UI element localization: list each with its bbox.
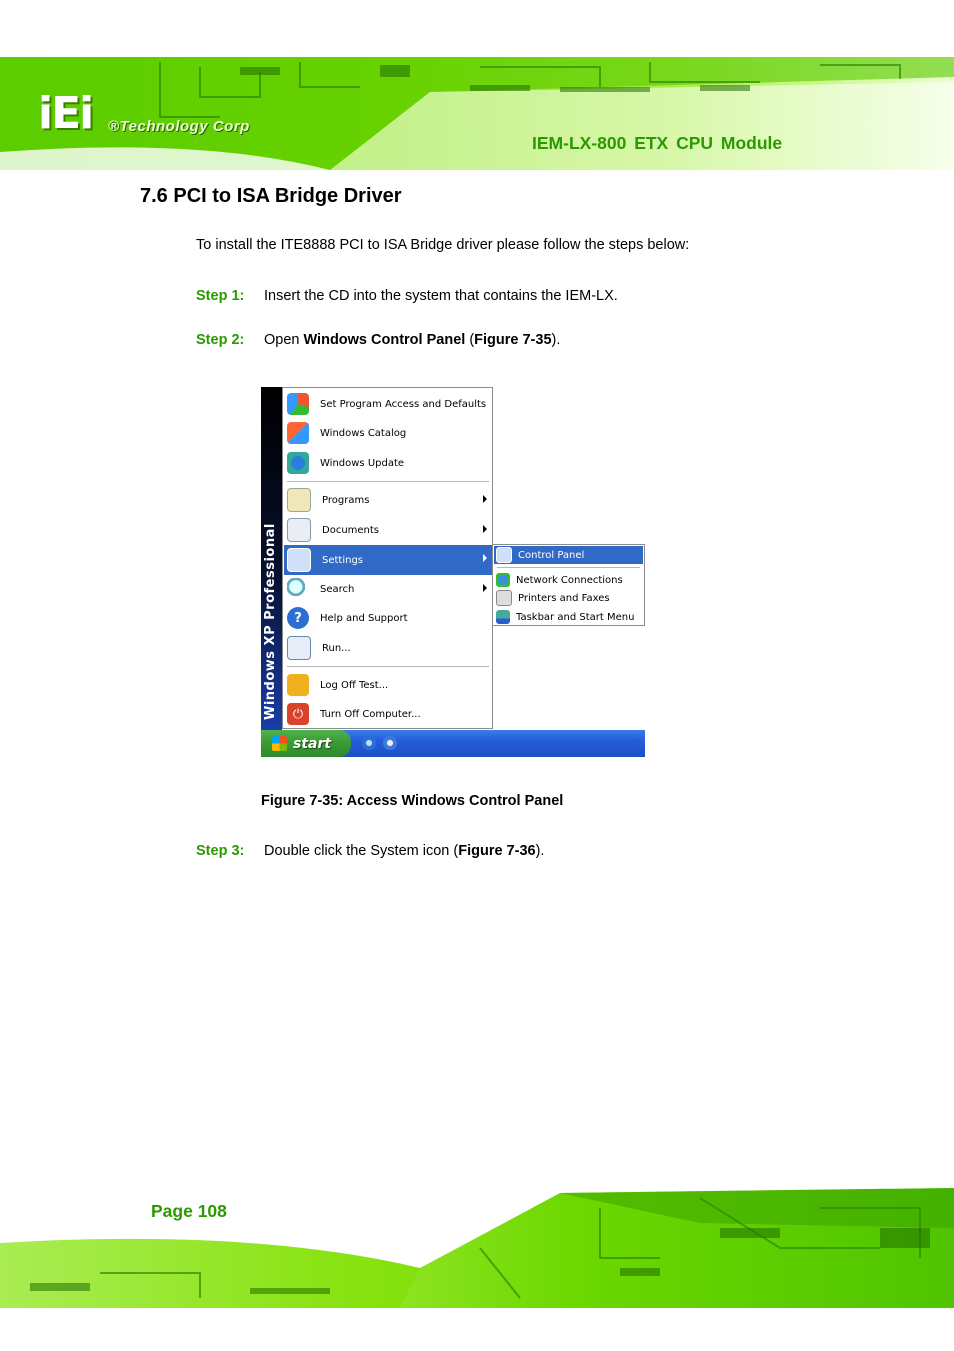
catalog-icon (287, 422, 309, 444)
submenu-item-printers-faxes[interactable] (494, 589, 643, 607)
start-menu-banner: Windows XP Professional (261, 387, 282, 730)
menu-item-label: Log Off Test... (320, 679, 389, 691)
run-icon (287, 636, 311, 660)
step-text: ). (551, 332, 561, 348)
menu-item-label: Programs (322, 494, 370, 506)
menu-item-documents[interactable] (284, 516, 492, 544)
step-1 (196, 288, 618, 304)
menu-item-label: Set Program Access and Defaults (320, 398, 487, 410)
submenu-arrow-icon (483, 584, 487, 592)
logoff-icon (287, 674, 309, 696)
settings-submenu (492, 544, 645, 626)
taskbar (261, 730, 645, 757)
footer-banner (0, 1188, 954, 1308)
submenu-item-label: Control Panel (518, 549, 585, 561)
menu-item-search[interactable] (284, 575, 492, 603)
menu-item-settings[interactable] (284, 545, 492, 575)
outlook-express-icon[interactable] (383, 736, 397, 750)
menu-item-windows-update[interactable] (284, 449, 492, 477)
menu-item-windows-catalog[interactable] (284, 419, 492, 447)
page-number: Page 108 (151, 1201, 227, 1221)
section-title: 7.6 PCI to ISA Bridge Driver (140, 185, 402, 207)
figure-ref: Figure 7-36 (458, 843, 536, 859)
figure-ref: Figure 7-35 (474, 332, 552, 348)
step-text: Double click the System icon ( (264, 843, 459, 859)
submenu-item-network-connections[interactable] (494, 571, 643, 589)
menu-separator (287, 666, 489, 667)
submenu-item-control-panel[interactable] (494, 546, 643, 564)
intro-paragraph: To install the ITE8888 PCI to ISA Bridge driver please follow the steps below: (196, 237, 690, 253)
document-title: IEM-LX-800 ETX CPU Module (532, 133, 783, 153)
menu-item-label: Settings (322, 554, 364, 566)
settings-icon (287, 548, 311, 572)
menu-item-programs[interactable] (284, 486, 492, 514)
menu-item-label: Run... (322, 642, 351, 654)
step-bold: Windows Control Panel (303, 332, 466, 348)
menu-item-label: Turn Off Computer... (320, 708, 421, 720)
menu-item-log-off[interactable] (284, 671, 492, 699)
step-text: ). (535, 843, 545, 859)
menu-item-program-access[interactable] (284, 390, 492, 418)
start-menu (282, 387, 493, 729)
company-logo: iEi (38, 88, 93, 139)
printer-icon (496, 590, 512, 606)
menu-item-label: Windows Update (320, 457, 405, 469)
update-icon (287, 452, 309, 474)
network-icon (496, 573, 510, 587)
menu-item-label: Windows Catalog (320, 427, 407, 439)
submenu-separator (497, 567, 640, 568)
submenu-arrow-icon (483, 525, 487, 533)
submenu-arrow-icon (483, 495, 487, 503)
start-button-label: start (293, 735, 332, 752)
taskbar-icon (496, 610, 510, 624)
step-3 (196, 843, 544, 859)
control-panel-icon (496, 547, 512, 563)
step-label: Step 2: (196, 332, 245, 348)
step-text: ( (465, 332, 475, 348)
menu-item-help[interactable] (284, 604, 492, 632)
submenu-item-taskbar-start-menu[interactable] (494, 608, 643, 626)
documents-icon (287, 518, 311, 542)
step-text: Open (264, 332, 304, 348)
step-2 (196, 332, 560, 348)
menu-item-label: Search (320, 583, 355, 595)
company-name: ®Technology Corp (108, 118, 250, 135)
submenu-item-label: Printers and Faxes (518, 592, 610, 604)
submenu-item-label: Network Connections (516, 574, 623, 586)
menu-separator (287, 481, 489, 482)
submenu-arrow-icon (483, 554, 487, 562)
menu-item-label: Documents (322, 524, 380, 536)
menu-item-label: Help and Support (320, 612, 408, 624)
submenu-item-label: Taskbar and Start Menu (516, 611, 635, 623)
program-access-icon (287, 393, 309, 415)
start-menu-figure (261, 387, 645, 757)
internet-explorer-icon[interactable] (362, 736, 376, 750)
figure-caption: Figure 7-35: Access Windows Control Panel (261, 793, 564, 809)
menu-item-run[interactable] (284, 634, 492, 662)
header-banner (0, 57, 954, 170)
windows-flag-icon (272, 736, 287, 751)
step-label: Step 3: (196, 843, 245, 859)
menu-item-turn-off[interactable] (284, 700, 492, 728)
power-icon: ⏻ (287, 703, 309, 725)
step-text: Insert the CD into the system that contains the IEM-LX. (264, 288, 618, 304)
help-icon: ? (287, 607, 309, 629)
step-label: Step 1: (196, 288, 245, 304)
programs-icon (287, 488, 311, 512)
search-icon (287, 578, 309, 600)
start-button[interactable] (261, 730, 351, 757)
